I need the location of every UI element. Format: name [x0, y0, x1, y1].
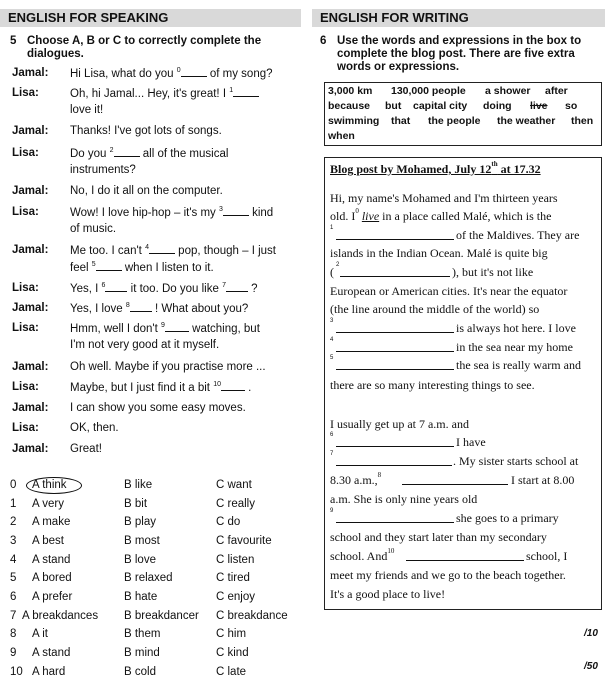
blog-title: Blog post by Mohamed, July 12th at 17.32 — [330, 160, 541, 176]
speaker: Jamal: — [12, 443, 49, 455]
dialogue-line: Great! — [70, 443, 102, 455]
option-a[interactable]: A bored — [32, 572, 72, 584]
option-c[interactable]: C kind — [216, 647, 249, 659]
option-a[interactable]: A prefer — [32, 591, 73, 603]
dialogue-line: Oh, hi Jamal... Hey, it's great! I $^1$ — [70, 86, 259, 101]
option-b[interactable]: B breakdancer — [124, 610, 199, 622]
box-word: when — [328, 130, 355, 142]
gap-5[interactable] — [96, 260, 122, 271]
blog-line: ( — [330, 265, 334, 279]
dialogue-line: Wow! I love hip-hop – it's my $^3$ kind — [70, 206, 274, 219]
blog-line: 8.30 a.m.,$^8$ — [330, 471, 382, 487]
blog-line: I usually get up at 7 a.m. and — [330, 417, 469, 431]
option-a[interactable]: A stand — [32, 554, 71, 566]
blog-gap-2[interactable] — [340, 276, 450, 277]
score-10: /10 — [584, 628, 598, 639]
speaker: Lisa: — [12, 87, 39, 99]
box-word: then — [571, 115, 594, 127]
blog-line: ), but it's not like — [452, 265, 534, 279]
box-word: the people — [428, 115, 481, 127]
dialogue-line: Do you $^2$ all of the musical — [70, 147, 229, 160]
blog-line: in the sea near my home — [456, 340, 573, 354]
blog-line: the sea is really warm and — [456, 358, 581, 372]
speaking-instruction-number: 5 — [10, 35, 17, 47]
blog-line: I have — [456, 435, 486, 449]
option-b[interactable]: B cold — [124, 666, 156, 678]
option-a[interactable]: A hard — [32, 666, 66, 678]
option-c[interactable]: C listen — [216, 554, 255, 566]
option-a[interactable]: A very — [32, 498, 64, 510]
option-c[interactable]: C him — [216, 628, 247, 640]
blog-gap-8[interactable] — [402, 484, 508, 485]
option-b[interactable]: B hate — [124, 591, 158, 603]
speaker: Jamal: — [12, 185, 49, 197]
speaking-header: ENGLISH FOR SPEAKING — [0, 9, 301, 27]
blog-line: meet my friends and we go to the beach together. — [330, 568, 566, 582]
gap-7[interactable] — [226, 281, 248, 292]
blog-line: . My sister starts school at — [453, 454, 579, 468]
blog-line: is always hot here. I love — [456, 321, 576, 335]
writing-instruction-number: 6 — [320, 35, 327, 47]
blog-gap-9[interactable] — [336, 522, 454, 523]
option-a[interactable]: A breakdances — [22, 610, 99, 622]
gap-1[interactable] — [233, 86, 259, 97]
blog-line: school, I — [526, 549, 568, 563]
dialogue-line: No, I do it all on the computer. — [70, 185, 223, 197]
option-c[interactable]: C favourite — [216, 535, 272, 547]
blog-line: she goes to a primary — [456, 511, 559, 525]
gap-9[interactable] — [165, 321, 189, 332]
writing-header: ENGLISH FOR WRITING — [312, 9, 605, 27]
gap-2[interactable] — [114, 146, 140, 157]
gap-6[interactable] — [105, 281, 127, 292]
dialogue-line: OK, then. — [70, 422, 119, 434]
option-c[interactable]: C do — [216, 516, 241, 528]
box-word-crossed: live — [530, 100, 548, 112]
box-word: swimming — [328, 115, 380, 127]
dialogue-line: Hmm, well I don't $^9$ watching, but — [70, 322, 260, 335]
option-c[interactable]: C want — [216, 479, 252, 491]
speaker: Jamal: — [12, 125, 49, 137]
blog-gap-6[interactable] — [336, 446, 454, 447]
blog-line: of the Maldives. They are — [456, 228, 580, 242]
option-b[interactable]: B play — [124, 516, 156, 528]
dialogue-line: Yes, I love $^8$ ! What about you? — [70, 302, 249, 315]
word-box — [324, 82, 602, 146]
blog-line: islands in the Indian Ocean. Malé is quite big — [330, 246, 548, 260]
dialogue-line: Yes, I $^6$ it too. Do you like $^7$ ? — [70, 282, 258, 295]
box-word: 130,000 people — [391, 85, 466, 97]
blog-line: (the line around the middle of the world) so — [330, 302, 540, 316]
blog-gap-4[interactable] — [336, 351, 454, 352]
dialogue-line: Me too. I can't $^4$ pop, though – I just — [70, 244, 277, 257]
blog-line: school and they start later than my secondary — [330, 530, 547, 544]
blog-gap-10[interactable] — [406, 560, 524, 561]
box-word: a shower — [485, 85, 531, 97]
option-a[interactable]: A it — [32, 628, 48, 640]
blog-gap-5[interactable] — [336, 369, 454, 370]
speaker: Jamal: — [12, 361, 49, 373]
example-answer: live — [361, 209, 380, 223]
option-b[interactable]: B mind — [124, 647, 160, 659]
writing-instruction-line2: complete the blog post. There are five extra — [337, 48, 575, 60]
box-word: the weather — [497, 115, 556, 127]
speaker: Jamal: — [12, 402, 49, 414]
gap-4[interactable] — [149, 243, 175, 254]
blog-gap-7[interactable] — [336, 465, 452, 466]
gap-3[interactable] — [223, 205, 249, 216]
option-c[interactable]: C breakdance — [216, 610, 288, 622]
speaker: Lisa: — [12, 147, 39, 159]
dialogue-line-cont: feel $^5$ when I listen to it. — [70, 261, 214, 274]
dialogue-line: Maybe, but I just find it a bit $^{10}$ . — [70, 381, 252, 394]
dialogue-line-cont: instruments? — [70, 164, 136, 176]
option-a[interactable]: A make — [32, 516, 71, 528]
writing-instruction-line3: words or expressions. — [337, 61, 460, 73]
blog-line: It's a good place to live! — [330, 587, 446, 601]
speaker: Jamal: — [12, 67, 49, 79]
option-b[interactable]: B love — [124, 554, 156, 566]
box-word: that — [391, 115, 411, 127]
blog-line: I start at 8.00 — [511, 473, 575, 487]
box-word: so — [565, 100, 578, 112]
speaker: Jamal: — [12, 302, 49, 314]
option-c[interactable]: C enjoy — [216, 591, 255, 603]
blog-line: a.m. She is only nine years old — [330, 492, 478, 506]
gap-0[interactable] — [181, 66, 207, 77]
gap-10[interactable] — [221, 380, 245, 391]
dialogue-line: Thanks! I've got lots of songs. — [70, 125, 222, 137]
option-b[interactable]: B bit — [124, 498, 148, 510]
blog-line: European or American cities. It's near the equator — [330, 284, 568, 298]
dialogue-line: Hi Lisa, what do you $^0$ of my song? — [70, 67, 273, 80]
score-50: /50 — [584, 661, 598, 672]
blog-gap-1[interactable] — [336, 239, 454, 240]
box-word: but — [385, 100, 402, 112]
option-a[interactable]: A stand — [32, 647, 71, 659]
blog-gap-3[interactable] — [336, 332, 454, 333]
dialogue-line-cont: love it! — [70, 104, 104, 116]
writing-instruction-line1: Use the words and expressions in the box to — [337, 35, 582, 47]
option-c[interactable]: C really — [216, 498, 255, 510]
blog-line: old. $I^0$ live in a place called Malé, which is the — [330, 207, 552, 223]
option-c[interactable]: C tired — [216, 572, 250, 584]
box-word: after — [545, 85, 568, 97]
dialogue-line-cont: I'm not very good at it myself. — [70, 339, 220, 351]
speaking-instruction-line2: dialogues. — [27, 48, 84, 60]
option-b[interactable]: B them — [124, 628, 161, 640]
box-word: 3,000 km — [328, 85, 373, 97]
speaker: Lisa: — [12, 282, 39, 294]
option-a[interactable]: A think — [32, 479, 67, 491]
box-word: because — [328, 100, 371, 112]
speaker: Lisa: — [12, 381, 39, 393]
dialogue-line-cont: of music. — [70, 223, 117, 235]
speaker: Lisa: — [12, 322, 39, 334]
speaking-instruction-line1: Choose A, B or C to correctly complete the — [27, 35, 262, 47]
gap-8[interactable] — [130, 301, 152, 312]
box-word: doing — [483, 100, 512, 112]
blog-line: school. And$^{10}$ — [330, 547, 395, 563]
blog-line: Hi, my name's Mohamed and I'm thirteen years — [330, 191, 558, 205]
box-word: capital city — [413, 100, 468, 112]
speaker: Jamal: — [12, 244, 49, 256]
option-a[interactable]: A best — [32, 535, 64, 547]
dialogue-line: I can show you some easy moves. — [70, 402, 246, 414]
option-b[interactable]: B relaxed — [124, 572, 173, 584]
option-c[interactable]: C late — [216, 666, 247, 678]
dialogue-line: Oh well. Maybe if you practise more ... — [70, 361, 266, 373]
blog-line: there are so many interesting things to see. — [330, 378, 535, 392]
option-b[interactable]: B like — [124, 479, 153, 491]
speaker: Lisa: — [12, 206, 39, 218]
speaker: Lisa: — [12, 422, 39, 434]
option-b[interactable]: B most — [124, 535, 160, 547]
